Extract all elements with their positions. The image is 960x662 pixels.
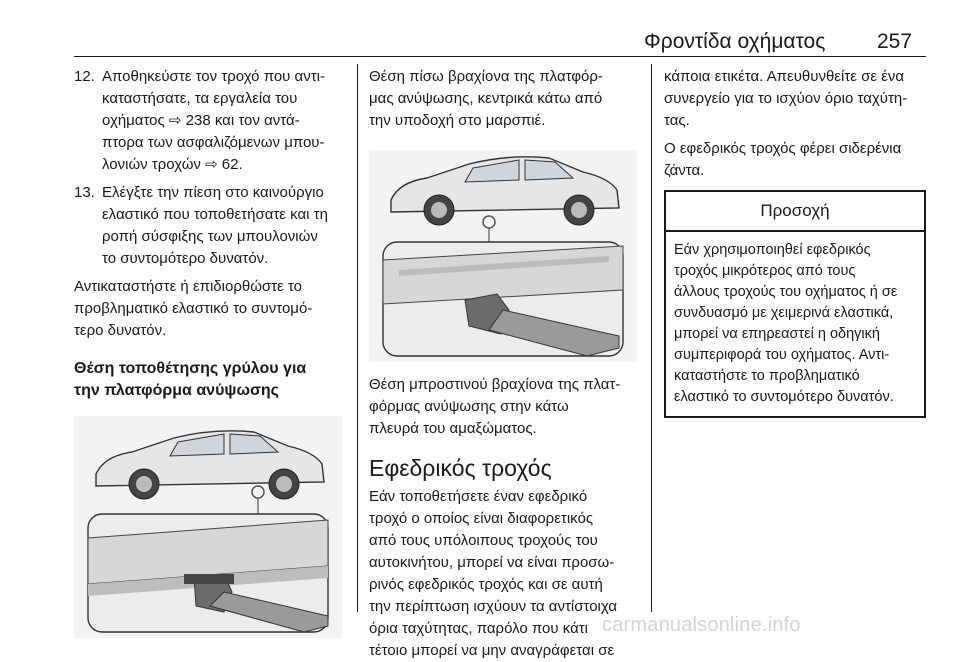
list-item [74,182,344,270]
car-front-jack-svg [369,150,637,362]
text-line: μπορεί να επηρεαστεί η οδηγική [674,326,880,342]
text-line: Εάν τοποθετήσετε έναν εφεδρικό [369,488,588,505]
text-line: το συντομότερο δυνατόν. [102,250,269,267]
text-line: Θέση τοποθέτησης γρύλου για [74,360,307,377]
text-line: πλευρά του αμαξώματος. [369,420,537,437]
paragraph [369,66,639,132]
text-line: ελαστικό που τοποθετήσατε και τη [102,206,328,223]
paragraph [369,374,639,440]
text-line: την πλατφόρμα ανύψωσης [74,382,279,399]
paragraph [664,66,926,132]
column-3 [664,66,926,418]
text-line: τας. [664,112,690,129]
text-line: τροχό ο οποίος είναι διαφορετικός [369,510,594,527]
list-item [74,66,344,176]
text-line: Εάν χρησιμοποιηθεί εφεδρικός [674,242,871,258]
text-line: την περίπτωση ισχύουν τα αντίστοιχα [369,598,618,615]
text-line: Ελέγξτε την πίεση στο καινούργιο [102,184,324,201]
text-line: Ο εφεδρικός τροχός φέρει σιδερένια [664,140,902,157]
text-line: ζάντα. [664,162,705,179]
watermark: carmanualsonline.info [602,614,801,636]
subheading [74,358,344,402]
car-rear-jack-svg [74,416,342,638]
text-line: καταστήστε το προβληματικό [674,368,860,384]
text-line: Αποθηκεύστε τον τροχό που αντι- [102,68,325,85]
text-line: την υποδοχή στο μαρσπιέ. [369,112,546,129]
text-line: συμπεριφορά του οχήματος. Αντι- [674,347,890,363]
text-line: συνδυασμό με χειμερινά ελαστικά, [674,305,894,321]
caution-title: Προσοχή [666,192,924,232]
text-line: ρινός εφεδρικός τροχός και σε αυτή [369,576,603,593]
column-divider [651,64,652,612]
page-header-title: Φροντίδα οχήματος [644,30,826,53]
paragraph [664,138,926,182]
text-line: Θέση μπροστινού βραχίονα της πλατ- [369,376,621,393]
text-line: κάποια ετικέτα. Απευθυνθείτε σε ένα [664,68,905,85]
text-line: ελαστικό το συντομότερο δυνατόν. [674,389,894,405]
text-line: όρια ταχύτητας, παρόλο που κάτι [369,620,589,637]
text-line: τέτοιο μπορεί να μην αναγράφεται σε [369,642,615,659]
text-line: άλλους τροχούς του οχήματος ή σε [674,284,898,300]
text-line: αυτοκινήτου, μπορεί να είναι προσω- [369,554,615,571]
item-number: 12. [74,68,95,85]
text-line: συνεργείο για το ισχύον όριο ταχύτη- [664,90,908,107]
text-line: Αντικαταστήστε ή επιδιορθώστε το [74,278,303,295]
column-divider [357,64,358,612]
text-line: από τους υπόλοιπους τροχούς του [369,532,598,549]
jack-position-rear-illustration [74,416,342,638]
text-line: προβληματικό ελαστικό το συντομό- [74,300,313,317]
text-line: φόρμας ανύψωσης στην κάτω [369,398,569,415]
text-line: τερο δυνατόν. [74,322,167,339]
paragraph [369,486,639,662]
item-text [102,182,344,270]
column-2 [369,66,639,662]
item-number: 13. [74,184,95,201]
section-title: Εφεδρικός τροχός [369,455,552,481]
text-line: μας ανύψωσης, κεντρικά κάτω από [369,90,603,107]
text-line: ροπή σύσφιξης των μπουλονιών [102,228,318,245]
item-text [102,66,344,176]
text-line: λονιών τροχών ⇨ 62. [102,156,243,173]
page-number: 257 [877,30,913,53]
jack-position-front-illustration [369,150,637,362]
text-line: Θέση πίσω βραχίονα της πλατφόρ- [369,68,603,85]
text-line: πτορα των ασφαλιζόμενων μπου- [102,134,325,151]
caution-body [666,232,924,416]
text-line: τροχός μικρότερος από τους [674,263,856,279]
column-1 [74,66,344,638]
text-line: οχήματος ⇨ 238 και τον αντά- [102,112,300,129]
caution-box [664,190,926,418]
paragraph [74,276,344,342]
text-line: καταστήσατε, τα εργαλεία του [102,90,298,107]
header-rule [74,56,926,57]
